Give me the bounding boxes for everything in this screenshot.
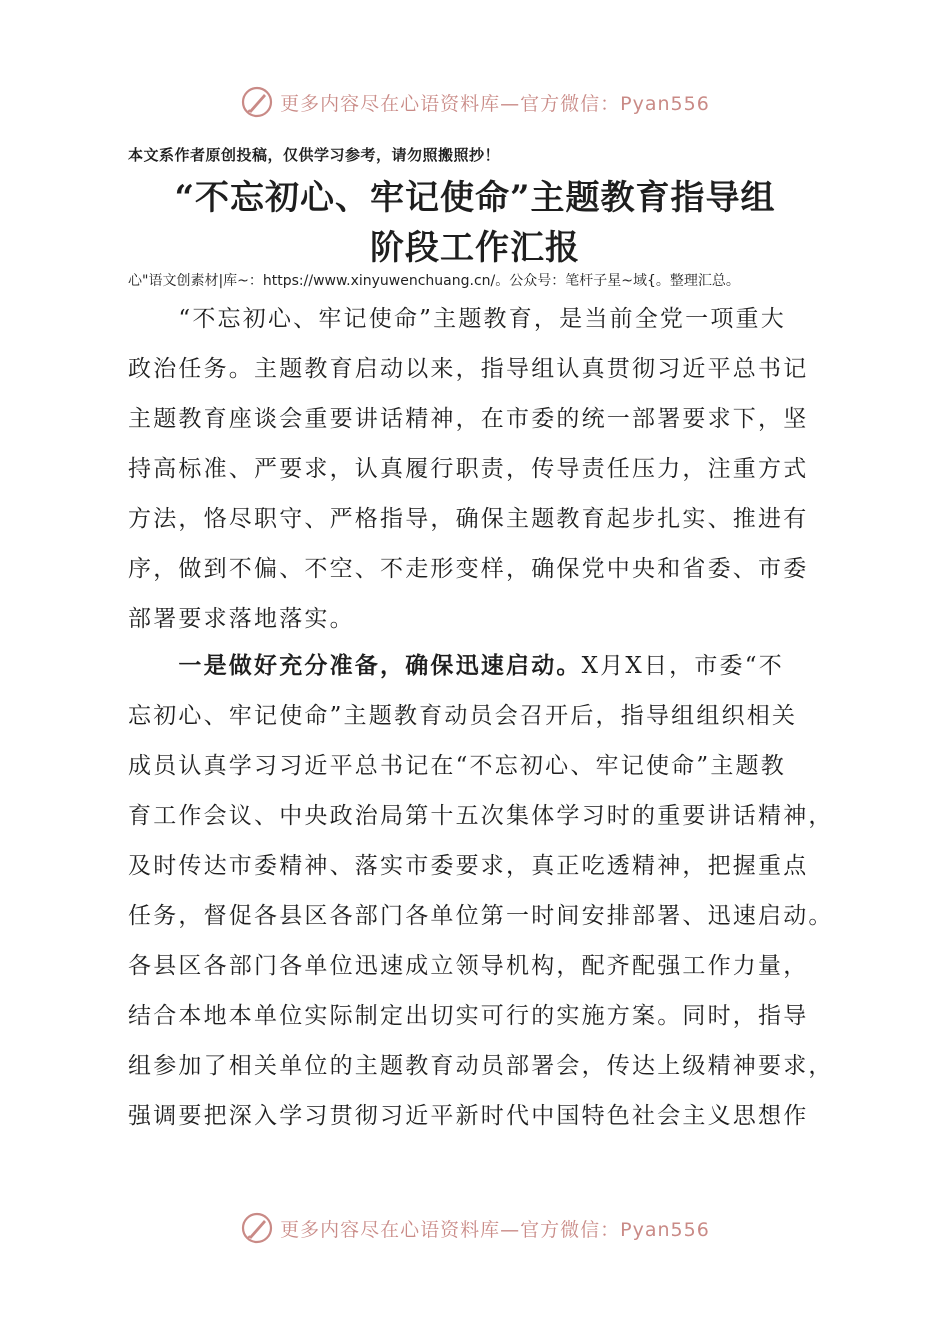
copyright-notice: 本文系作者原创投稿，仅供学习参考，请勿照搬照抄！ — [128, 146, 501, 164]
paragraph-1 — [128, 294, 828, 644]
text-line: 政治任务。主题教育启动以来，指导组认真贯彻习近平总书记 — [128, 356, 809, 382]
watermark-text: 更多内容尽在心语资料库—官方微信：Pyan556 — [280, 92, 710, 115]
header-watermark — [0, 82, 950, 122]
text-line: 结合本地本单位实际制定出切实可行的实施方案。同时，指导 — [128, 1003, 809, 1029]
footer-watermark — [0, 1208, 950, 1248]
document-title-line1: “不忘初心、牢记使命”主题教育指导组 — [174, 178, 776, 218]
text-line: 及时传达市委精神、落实市委要求，真正吃透精神，把握重点 — [128, 853, 809, 879]
text-line: 序，做到不偏、不空、不走形变样，确保党中央和省委、市委 — [128, 556, 809, 582]
document-title-line2: 阶段工作汇报 — [370, 228, 580, 268]
paragraph-lead-rest: X月X日，市委“不 — [581, 653, 784, 679]
text-line: 忘初心、牢记使命”主题教育动员会召开后，指导组组织相关 — [128, 703, 798, 729]
quill-logo-icon — [240, 1211, 274, 1245]
text-line: 各县区各部门各单位迅速成立领导机构，配齐配强工作力量， — [128, 953, 809, 979]
source-line: 心"语文创素材|库~：https://www.xinyuwenchuang.cn/。公众号：笔杆子星~域{。整理汇总。 — [128, 273, 740, 289]
text-line: 部署要求落地落实。 — [128, 606, 355, 632]
quill-logo-icon — [240, 85, 274, 119]
text-line: 成员认真学习习近平总书记在“不忘初心、牢记使命”主题教 — [128, 753, 786, 779]
text-line: 育工作会议、中央政治局第十五次集体学习时的重要讲话精神， — [128, 803, 834, 829]
text-line: 强调要把深入学习贯彻习近平新时代中国特色社会主义思想作 — [128, 1103, 809, 1129]
text-line: 持高标准、严要求，认真履行职责，传导责任压力，注重方式 — [128, 456, 809, 482]
paragraph-lead-heading: 一是做好充分准备，确保迅速启动。 — [128, 652, 582, 679]
text-line: 组参加了相关单位的主题教育动员部署会，传达上级精神要求， — [128, 1053, 834, 1079]
text-line: 主题教育座谈会重要讲话精神，在市委的统一部署要求下，坚 — [128, 406, 809, 432]
text-line: 方法，恪尽职守、严格指导，确保主题教育起步扎实、推进有 — [128, 506, 809, 532]
text-line: “不忘初心、牢记使命”主题教育，是当前全党一项重大 — [128, 306, 786, 332]
text-line: 任务，督促各县区各部门各单位第一时间安排部署、迅速启动。 — [128, 903, 834, 929]
text-line — [128, 641, 828, 691]
watermark-text: 更多内容尽在心语资料库—官方微信：Pyan556 — [280, 1218, 710, 1241]
paragraph-2 — [128, 641, 834, 1141]
